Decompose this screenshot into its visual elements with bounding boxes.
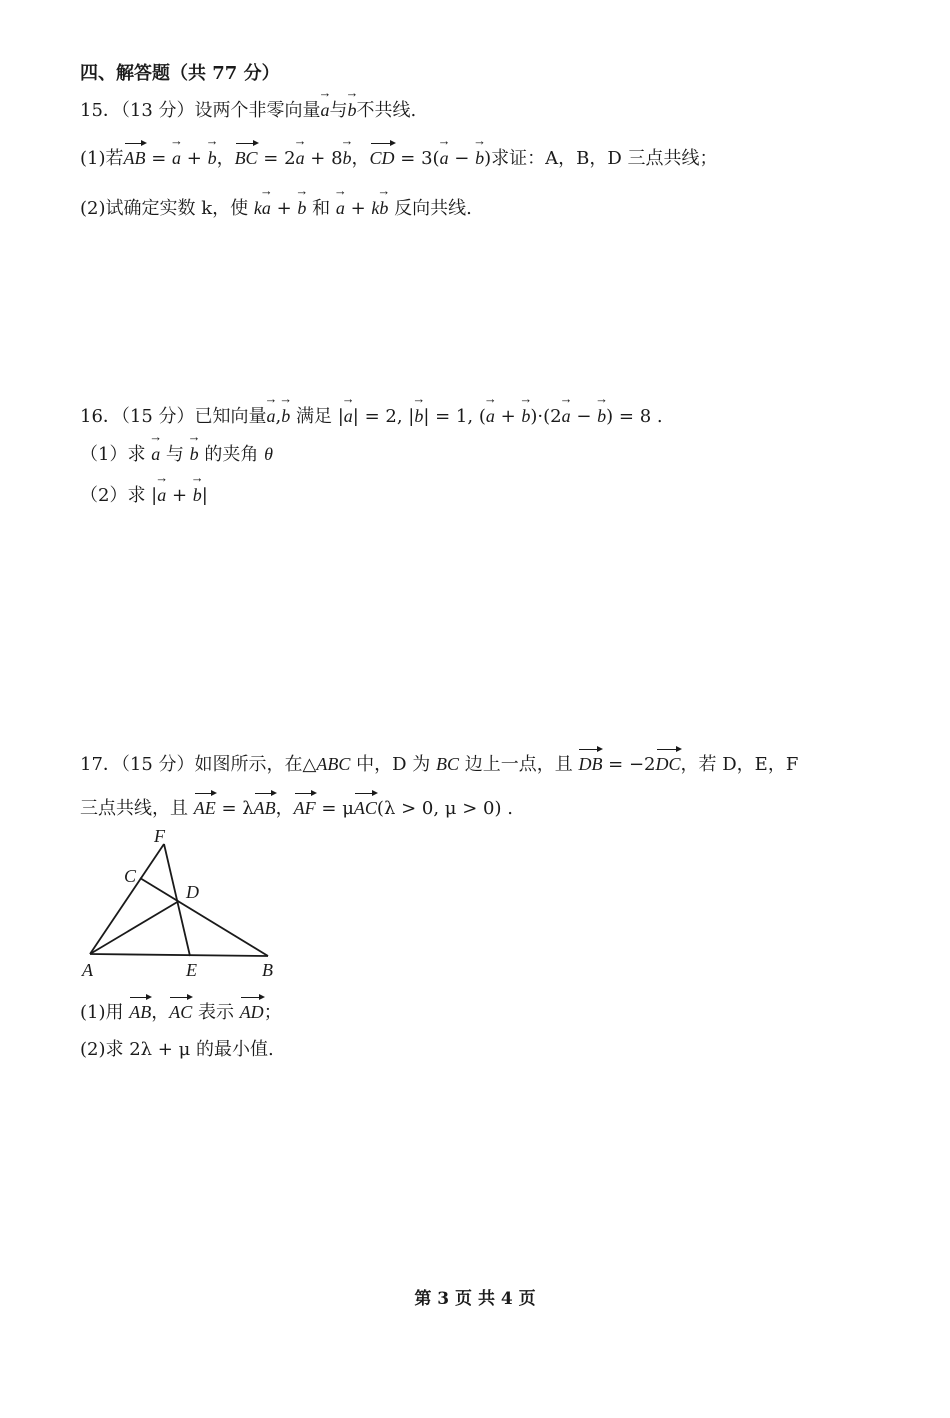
q16-part1: （1）求 → a 与 → b 的夹角 θ bbox=[80, 442, 273, 467]
label-E: E bbox=[186, 960, 197, 980]
q17-stem-line1: 17．（15 分）如图所示，在△ABC 中，D 为 BC 边上一点，且 DB = −2DC，若 D，E，F bbox=[80, 754, 799, 775]
segment-AB bbox=[90, 954, 268, 956]
figure-lines bbox=[90, 844, 268, 956]
q15-stem: 15．（13 分）设两个非零向量→ a与→ b不共线. bbox=[80, 98, 416, 123]
q16-stem: 16．（15 分）已知向量→ a,→ b 满足 |→ a| = 2, |→ b| = 1, (→ a + → b)·(2→ a − → b) = 8 . bbox=[80, 404, 663, 429]
q16-part2: （2）求 |→ a + → b| bbox=[80, 483, 208, 508]
q15-part1: (1)若AB = → a + → b，BC = 2→ a + 8→ b，CD = 3(→ a − → b)求证：A，B，D 三点共线； bbox=[80, 146, 718, 171]
label-C: C bbox=[124, 866, 137, 886]
segment-AD bbox=[90, 901, 179, 954]
label-D: D bbox=[186, 882, 199, 902]
q17-part2: (2)求 2λ + μ 的最小值. bbox=[80, 1039, 274, 1060]
q17-stem-line2: 三点共线，且 AE = λAB，AF = μAC(λ > 0, μ > 0) . bbox=[80, 798, 513, 819]
section-title: 四、解答题（共 77 分） bbox=[80, 63, 280, 84]
label-F: F bbox=[154, 826, 165, 846]
label-B: B bbox=[262, 960, 273, 980]
page-footer: 第 3 页 共 4 页 bbox=[414, 1289, 536, 1309]
label-A: A bbox=[82, 960, 93, 980]
segment-CB bbox=[140, 878, 268, 956]
triangle-figure bbox=[70, 822, 300, 992]
q15-part2: (2)试确定实数 k，使 k→ a + → b 和 → a + k→ b 反向共线. bbox=[80, 196, 472, 221]
segment-AF bbox=[90, 844, 164, 954]
q17-part1: (1)用 AB，AC 表示 AD； bbox=[80, 1002, 282, 1023]
